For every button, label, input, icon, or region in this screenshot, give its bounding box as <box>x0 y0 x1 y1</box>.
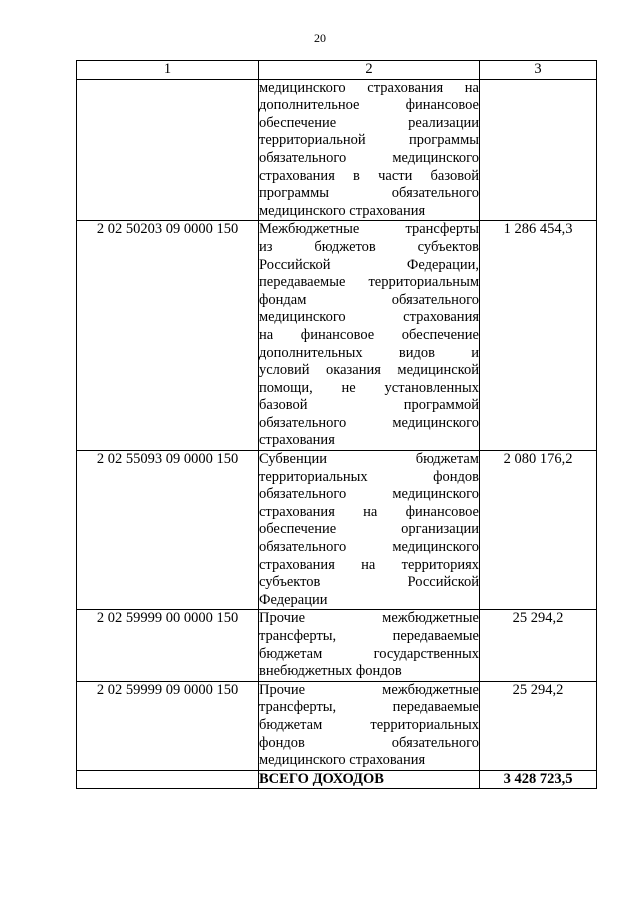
revenue-description <box>259 79 480 221</box>
description-line: дополнительное финансовое <box>259 97 479 114</box>
total-code <box>77 770 259 789</box>
description-line: обеспечение организации <box>259 521 479 538</box>
description-line: медицинского страхования <box>259 752 426 769</box>
description-line: из бюджетов субъектов <box>259 238 479 255</box>
description-line: помощи, не установленных <box>259 379 479 396</box>
description-line: медицинского страхования <box>259 202 426 219</box>
revenue-code <box>77 79 259 221</box>
table-row <box>77 451 597 610</box>
description-line: трансферты, передаваемые <box>259 628 479 644</box>
description-line: Российской Федерации, <box>259 256 479 273</box>
total-row <box>77 770 597 789</box>
description-line: базовой программой <box>259 397 479 414</box>
description-line: программы обязательного <box>259 185 479 202</box>
description-line: страхования на финансовое <box>259 503 479 520</box>
total-amount: 3 428 723,5 <box>480 770 597 789</box>
page-number: 20 <box>314 31 326 45</box>
description-line: фондов обязательного <box>259 734 479 751</box>
revenue-description <box>259 221 480 451</box>
description-line: обеспечение реализации <box>259 114 479 131</box>
column-header-1: 1 <box>77 61 259 80</box>
description-line: трансферты, передаваемые <box>259 699 479 716</box>
description-line: страхования <box>259 432 335 449</box>
revenue-amount: 1 286 454,3 <box>480 221 597 451</box>
description-line: медицинского страхования <box>259 309 479 326</box>
description-line: условий оказания медицинской <box>259 362 479 379</box>
description-line: территориальной программы <box>259 132 479 149</box>
table-row <box>77 221 597 451</box>
description-line: Межбюджетные трансферты <box>259 221 479 238</box>
description-line: страхования на территориях <box>259 556 479 573</box>
revenue-description <box>259 610 480 681</box>
description-line: Прочие межбюджетные <box>259 610 479 627</box>
revenue-amount: 25 294,2 <box>480 610 597 681</box>
revenue-amount <box>480 79 597 221</box>
description-line: внебюджетных фондов <box>259 663 402 680</box>
description-line: дополнительных видов и <box>259 344 479 361</box>
revenue-code: 2 02 50203 09 0000 150 <box>77 221 259 451</box>
revenue-description <box>259 451 480 610</box>
description-line: Прочие межбюджетные <box>259 681 479 698</box>
total-label: ВСЕГО ДОХОДОВ <box>259 770 480 789</box>
description-line: бюджетам государственных <box>259 645 479 662</box>
revenue-code: 2 02 59999 00 0000 150 <box>77 610 259 681</box>
table-row <box>77 610 597 681</box>
description-line: субъектов Российской <box>259 574 479 591</box>
description-line: обязательного медицинского <box>259 486 479 503</box>
revenue-code: 2 02 55093 09 0000 150 <box>77 451 259 610</box>
description-line: бюджетам территориальных <box>259 716 479 733</box>
description-line: обязательного медицинского <box>259 539 479 556</box>
revenue-code: 2 02 59999 09 0000 150 <box>77 681 259 770</box>
revenue-amount: 2 080 176,2 <box>480 451 597 610</box>
description-line: обязательного медицинского <box>259 149 479 166</box>
table-row <box>77 79 597 221</box>
table-row <box>77 681 597 770</box>
description-line: страхования в части базовой <box>259 167 479 184</box>
table-header-row <box>77 61 597 80</box>
description-line: на финансовое обеспечение <box>259 326 479 343</box>
revenue-table-body <box>77 61 597 789</box>
revenue-description <box>259 681 480 770</box>
description-line: медицинского страхования на <box>259 79 479 96</box>
description-line: Федерации <box>259 591 328 608</box>
description-line: Субвенции бюджетам <box>259 451 479 468</box>
column-header-3: 3 <box>480 61 597 80</box>
revenue-table <box>76 60 597 789</box>
description-line: территориальных фондов <box>259 468 479 485</box>
revenue-amount: 25 294,2 <box>480 681 597 770</box>
description-line: обязательного медицинского <box>259 414 479 431</box>
description-line: передаваемые территориальным <box>259 274 479 291</box>
column-header-2: 2 <box>259 61 480 80</box>
description-line: фондам обязательного <box>259 291 479 308</box>
